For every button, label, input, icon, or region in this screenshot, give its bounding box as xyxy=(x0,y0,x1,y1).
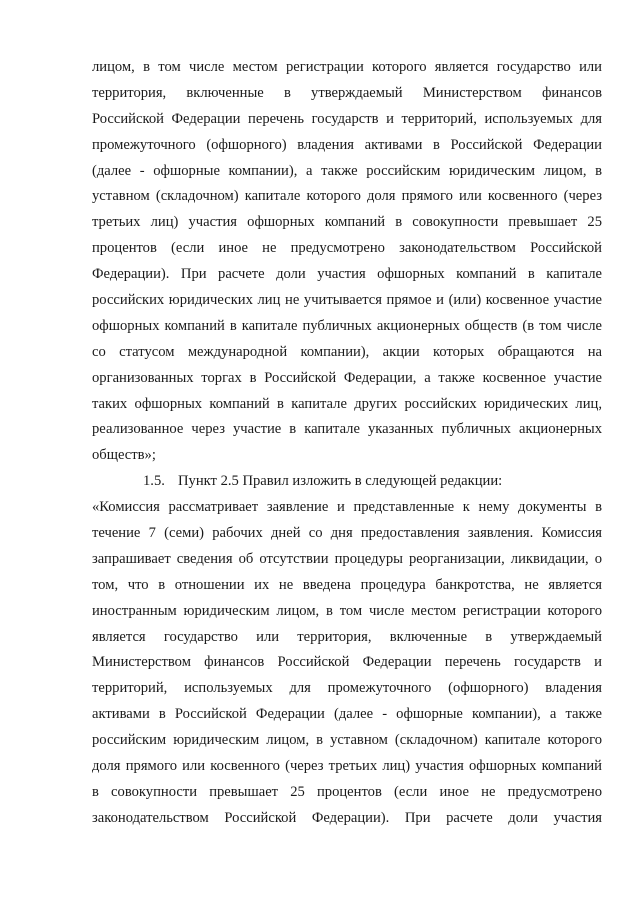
text-line: таких офшорных компаний в капитале других российских юридических лиц, xyxy=(92,395,602,412)
text-line: процентов (если иное не предусмотрено законодательством Российской xyxy=(92,240,602,257)
text-line: запрашивает сведения об отсутствии процедуры реорганизации, ликвидации, о xyxy=(92,550,602,567)
text-line: обществ»; xyxy=(92,447,156,464)
item-text: Пункт 2.5 Правил изложить в следующей редакции: xyxy=(178,473,503,490)
text-line: со статусом международной компании), акции которых обращаются на xyxy=(92,343,602,360)
text-line: является государство или территория, включенные в утверждаемый xyxy=(92,628,602,645)
text-line: промежуточного (офшорного) владения активами в Российской Федерации xyxy=(92,136,602,153)
text-line: Федерации). При расчете доли участия офшорных компаний в капитале xyxy=(92,266,602,283)
text-line: реализованное через участие в капитале указанных публичных акционерных xyxy=(92,421,602,438)
text-line: законодательством Российской Федерации). При расчете доли участия xyxy=(92,809,602,826)
text-line: Российской Федерации перечень государств и территорий, используемых для xyxy=(92,110,602,127)
text-line: российским юридическим лицом, в уставном (складочном) капитале которого xyxy=(92,732,602,749)
text-line: «Комиссия рассматривает заявление и представленные к нему документы в xyxy=(92,499,602,516)
item-number: 1.5. xyxy=(143,473,165,490)
document-page xyxy=(92,55,602,832)
text-line: том, что в отношении их не введена процедура банкротства, не является xyxy=(92,576,602,593)
text-line: российских юридических лиц не учитывается прямое и (или) косвенное участие xyxy=(92,292,602,309)
text-line: лицом, в том числе местом регистрации которого является государство или xyxy=(92,59,602,75)
text-line: территория, включенные в утверждаемый Министерством финансов xyxy=(92,84,602,101)
text-line: активами в Российской Федерации (далее - офшорные компании), а также xyxy=(92,706,602,723)
text-line: организованных торгах в Российской Федерации, а также косвенное участие xyxy=(92,369,602,386)
text-line: уставном (складочном) капитале которого доля прямого или косвенного (через xyxy=(92,188,602,205)
text-line: офшорных компаний в капитале публичных акционерных обществ (в том числе xyxy=(92,317,602,334)
text-line: (далее - офшорные компании), а также российским юридическим лицом, в xyxy=(92,162,602,179)
text-line: третьих лиц) участия офшорных компаний в совокупности превышает 25 xyxy=(92,214,602,231)
text-line: течение 7 (семи) рабочих дней со дня предоставления заявления. Комиссия xyxy=(92,525,602,542)
text-line: территорий, используемых для промежуточного (офшорного) владения xyxy=(92,680,602,697)
text-line: иностранным юридическим лицом, в том числе местом регистрации которого xyxy=(92,602,602,619)
text-line: в совокупности превышает 25 процентов (если иное не предусмотрено xyxy=(92,783,602,800)
text-line: доля прямого или косвенного (через третьих лиц) участия офшорных компаний xyxy=(92,758,602,775)
numbered-item xyxy=(92,469,602,495)
text-line: Министерством финансов Российской Федерации перечень государств и xyxy=(92,654,602,671)
